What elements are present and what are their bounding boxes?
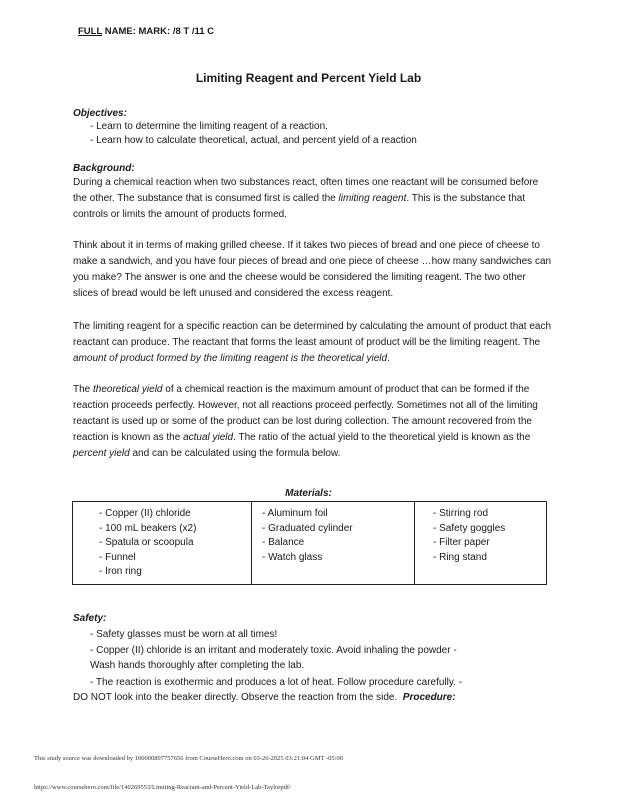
materials-heading: Materials: — [285, 488, 332, 499]
material-item: - Stirring rod — [433, 508, 489, 519]
background-heading: Background: — [73, 163, 135, 174]
material-item: - Spatula or scoopula — [99, 537, 194, 548]
safety-line: - Safety glasses must be worn at all times! — [90, 629, 278, 640]
objective-item: - Learn to determine the limiting reagent of a reaction. — [90, 121, 328, 132]
safety-line: Wash hands thoroughly after completing the lab. — [90, 660, 305, 671]
page-title: Limiting Reagent and Percent Yield Lab — [195, 71, 422, 85]
safety-line-last: DO NOT look into the beaker directly. Observe the reaction from the side. Procedure: — [73, 692, 456, 703]
material-item: - Ring stand — [433, 551, 487, 563]
name-mark-label: NAME: MARK: /8 T /11 C — [102, 26, 215, 37]
material-item: - Filter paper — [433, 537, 490, 548]
background-paragraph-2: Think about it in terms of making grilled cheese. If it takes two pieces of bread and one piece of cheese to make a sandwich, and you have four pieces of bread and one piece of cheese …how many sandwiches can you make? The answer is one and the cheese would be considered the limiting reagent. The two other slices of bread would be left unused and considered the excess reagent. — [73, 240, 552, 299]
student-header — [78, 26, 214, 37]
background-paragraph-3: The limiting reagent for a specific reaction can be determined by calculating the amount of product that each reactant can produce. The reactant that forms the least amount of product will be the limiting reagent. The amount of product formed by the limiting reagent is the theoretical yield. — [73, 321, 552, 364]
safety-line: - The reaction is exothermic and produces a lot of heat. Follow procedure carefully. - — [90, 677, 463, 688]
background-paragraph-4: The theoretical yield of a chemical reaction is the maximum amount of product that can be formed if the reaction proceeds perfectly. However, not all reactions proceed perfectly. Sometimes not all of the limiting reactant is used up or some of the product can be lost during collection. The amount recovered from the reaction is known as the actual yield. The ratio of the actual yield to the theoretical yield is known as the percent yield and can be calculated using the formula below. — [73, 384, 538, 459]
materials-column-2 — [252, 502, 415, 585]
materials-column-3 — [415, 502, 547, 585]
material-item: - 100 mL beakers (x2) — [99, 522, 197, 534]
material-item: - Funnel — [99, 551, 136, 563]
full-label: FULL — [78, 26, 103, 37]
material-item: - Iron ring — [99, 566, 142, 577]
material-item: - Copper (II) chloride — [99, 508, 191, 519]
background-paragraph-1: During a chemical reaction when two substances react, often times one reactant will be consumed before the other. The substance that is consumed first is called the limiting reagent. This is the substance that controls or limits the amount of products formed. — [73, 177, 539, 220]
source-url[interactable]: https://www.coursehero.com/file/140269553/Limiting-Reactant-and-Percent-Yield-Lab-Taylorpdf/ — [34, 784, 291, 791]
materials-table — [72, 501, 547, 585]
material-item: - Balance — [262, 537, 305, 548]
procedure-heading: Procedure: — [402, 692, 456, 703]
material-item: - Aluminum foil — [262, 508, 328, 519]
objective-item: - Learn how to calculate theoretical, actual, and percent yield of a reaction — [90, 135, 417, 146]
material-item: - Graduated cylinder — [262, 522, 353, 534]
material-item: - Watch glass — [262, 551, 323, 563]
safety-heading: Safety: — [73, 613, 107, 624]
objectives-heading: Objectives: — [73, 108, 127, 119]
material-item: - Safety goggles — [433, 522, 506, 534]
download-notice: This study source was downloaded by 100000897757656 from CourseHero.com on 03-26-2025 03:21:04 GMT -05:00 — [34, 755, 343, 762]
materials-column-1 — [73, 502, 252, 585]
safety-line: - Copper (II) chloride is an irritant and moderately toxic. Avoid inhaling the powder - — [90, 645, 457, 656]
